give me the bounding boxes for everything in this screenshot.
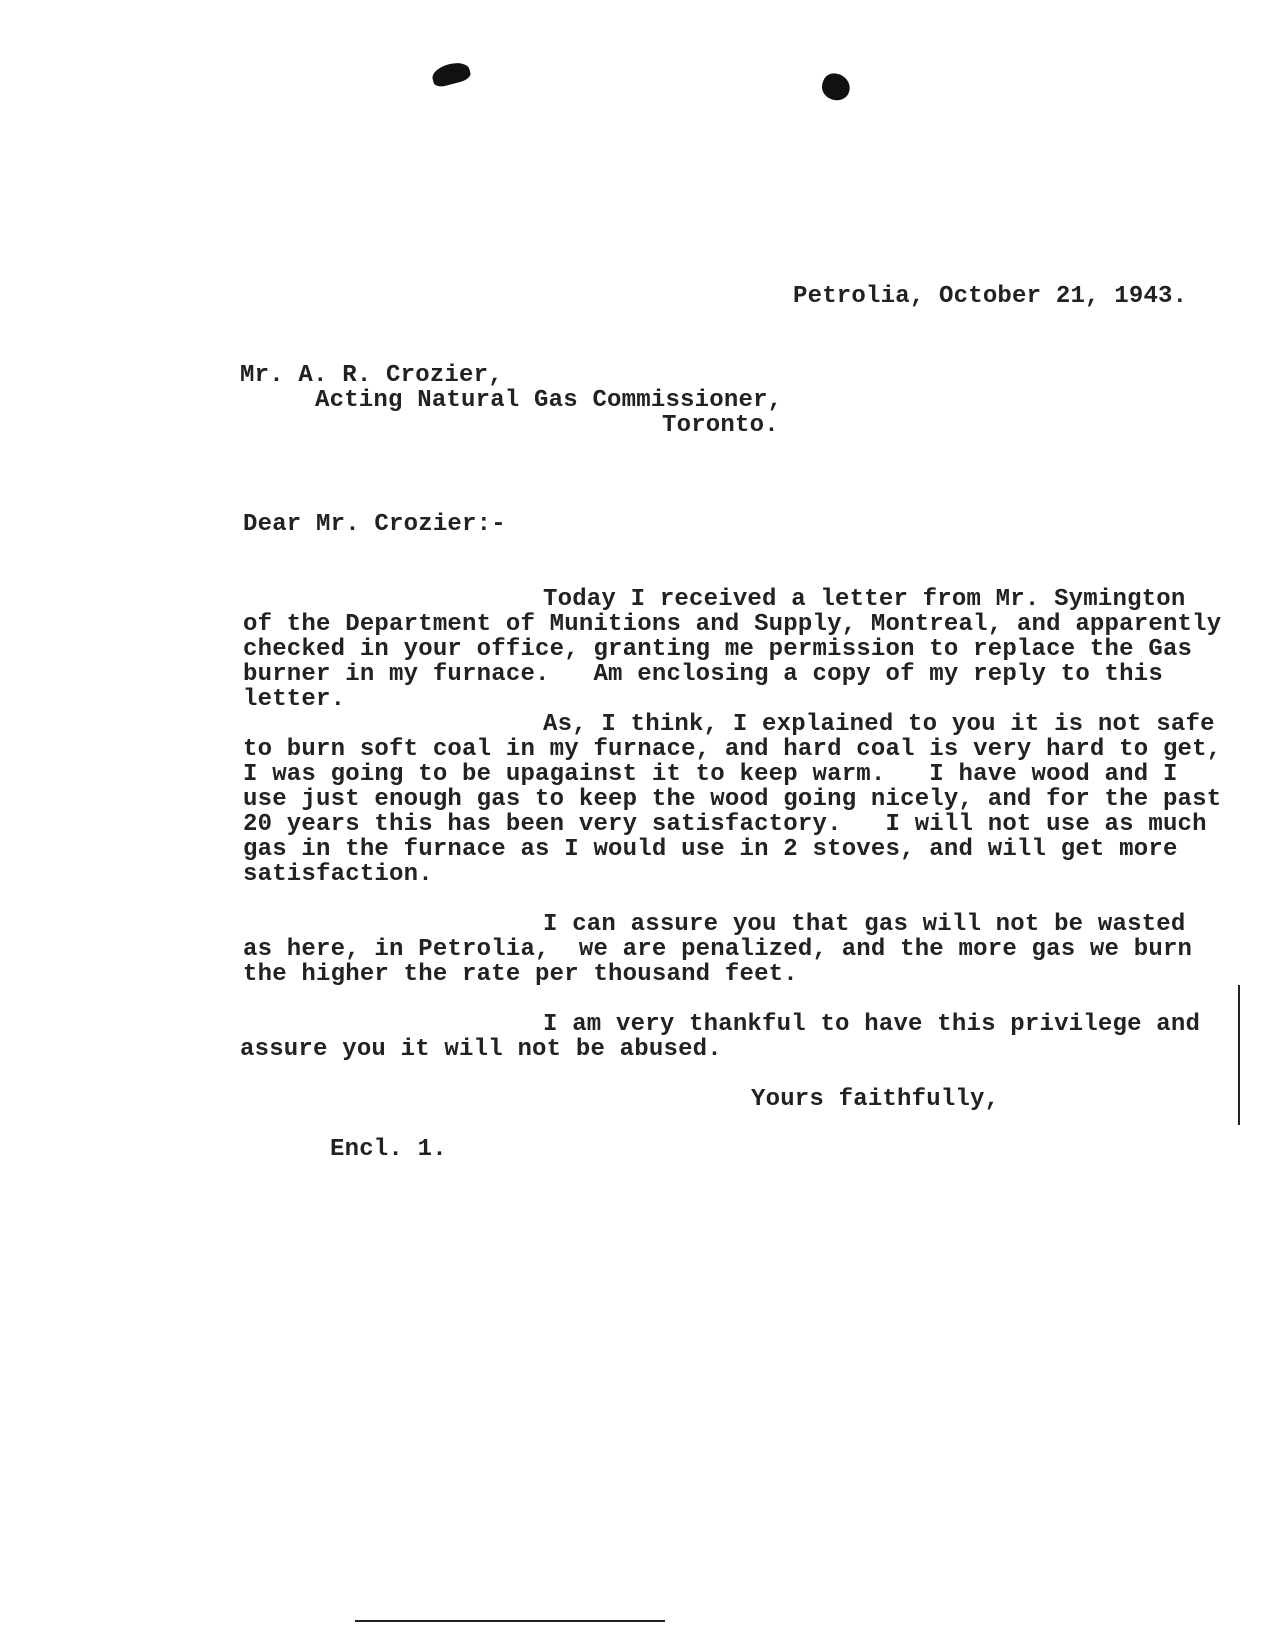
- punch-hole-right: [818, 70, 853, 104]
- paragraph-1-line-4: burner in my furnace. Am enclosing a copy of my reply to this: [243, 661, 1163, 688]
- paragraph-4-line-2: assure you it will not be abused.: [240, 1036, 722, 1063]
- paragraph-3-line-1: I can assure you that gas will not be wasted: [543, 911, 1186, 938]
- date-line: Petrolia, October 21, 1943.: [793, 283, 1188, 310]
- paragraph-2-line-4: use just enough gas to keep the wood going nicely, and for the past: [243, 786, 1222, 813]
- paragraph-3-line-2: as here, in Petrolia, we are penalized, and the more gas we burn: [243, 936, 1193, 963]
- paragraph-1-line-1: Today I received a letter from Mr. Symington: [543, 586, 1186, 613]
- paragraph-2-line-1: As, I think, I explained to you it is not safe: [543, 711, 1215, 738]
- address-line-1: Mr. A. R. Crozier,: [240, 362, 503, 389]
- bottom-edge-line: [355, 1620, 665, 1622]
- salutation: Dear Mr. Crozier:-: [243, 511, 506, 538]
- right-edge-line: [1238, 985, 1240, 1125]
- paragraph-2-line-3: I was going to be upagainst it to keep warm. I have wood and I: [243, 761, 1178, 788]
- enclosure-note: Encl. 1.: [330, 1136, 447, 1163]
- paragraph-2-line-7: satisfaction.: [243, 861, 433, 888]
- closing: Yours faithfully,: [751, 1086, 1000, 1113]
- paragraph-2-line-2: to burn soft coal in my furnace, and hard coal is very hard to get,: [243, 736, 1222, 763]
- paragraph-1-line-2: of the Department of Munitions and Supply, Montreal, and apparently: [243, 611, 1222, 638]
- paragraph-2-line-6: gas in the furnace as I would use in 2 stoves, and will get more: [243, 836, 1178, 863]
- paragraph-3-line-3: the higher the rate per thousand feet.: [243, 961, 798, 988]
- paragraph-1-line-3: checked in your office, granting me permission to replace the Gas: [243, 636, 1193, 663]
- paragraph-4-line-1: I am very thankful to have this privilege and: [543, 1011, 1201, 1038]
- paragraph-1-line-5: letter.: [243, 686, 346, 713]
- punch-hole-left: [430, 59, 472, 88]
- address-line-2: Acting Natural Gas Commissioner,: [315, 387, 783, 414]
- address-line-3: Toronto.: [662, 412, 779, 439]
- paragraph-2-line-5: 20 years this has been very satisfactory. I will not use as much: [243, 811, 1207, 838]
